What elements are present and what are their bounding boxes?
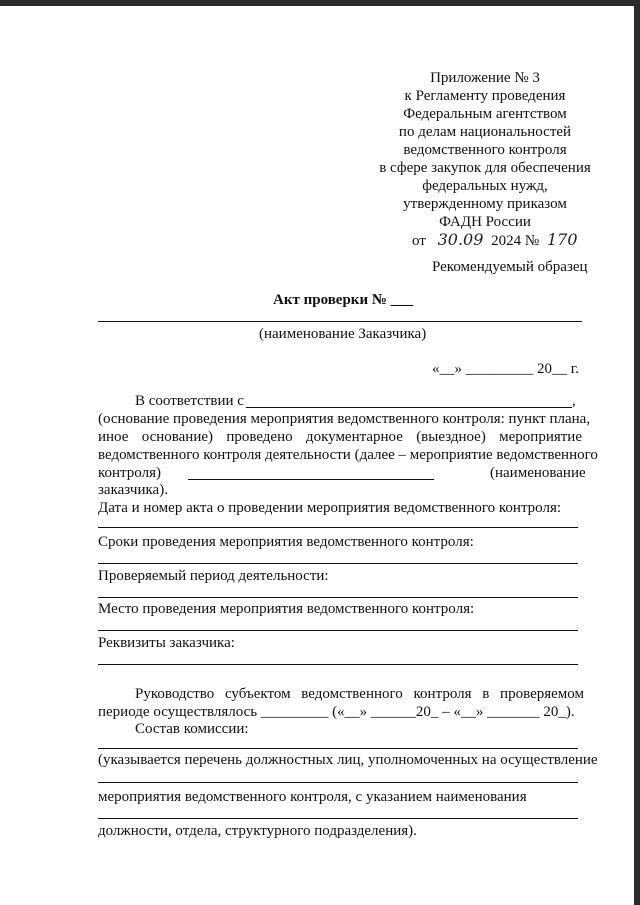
appendix-line: утвержденному приказом — [403, 196, 567, 212]
appendix-line: в сфере закупок для обеспечения — [379, 160, 591, 176]
field-audit-period-line — [98, 597, 578, 598]
date-prefix: от — [412, 233, 426, 249]
basis-line — [246, 407, 572, 408]
paragraph-line: (основание проведения мероприятия ведомственного контроля: пункт плана, — [98, 411, 591, 427]
handwritten-order-number: 170 — [546, 230, 578, 249]
intro-suffix: , — [572, 393, 576, 409]
paragraph-line: ведомственного контроля деятельности (далее – мероприятие ведомственного — [98, 447, 598, 463]
appendix-line: к Регламенту проведения — [404, 88, 566, 104]
commission-line-3 — [98, 818, 578, 819]
appendix-line: по делам национальностей — [398, 124, 572, 140]
field-control-place: Место проведения мероприятия ведомственного контроля: — [98, 601, 475, 617]
commission-label: Состав комиссии: — [135, 721, 249, 737]
field-act-date-number-line — [98, 527, 578, 528]
field-control-terms: Сроки проведения мероприятия ведомственного контроля: — [98, 534, 474, 550]
commission-note: (указывается перечень должностных лиц, уполномоченных на осуществление — [98, 752, 598, 768]
commission-note: должности, отдела, структурного подразделения). — [98, 823, 417, 839]
appendix-line: ФАДН России — [439, 214, 531, 230]
appendix-line: Федеральным агентством — [403, 106, 567, 122]
page-edge-top — [0, 0, 640, 6]
appendix-line: Приложение № 3 — [430, 70, 540, 86]
commission-line-2 — [98, 782, 578, 783]
paragraph-line: иное основание) проведено документарное (выездное) мероприятие — [98, 429, 582, 445]
paragraph-line: заказчика). — [98, 482, 168, 498]
handwritten-date: 30.09 — [437, 230, 484, 249]
appendix-line: федеральных нужд, — [422, 178, 548, 194]
leadership-line: периоде осуществлялось _________ («__» ______20_ – «__» _______ 20_). — [98, 704, 575, 720]
act-title: Акт проверки № ___ — [273, 292, 414, 308]
order-date-line — [412, 223, 578, 249]
leadership-line: Руководство субъектом ведомственного контроля в проверяемом — [135, 686, 584, 702]
field-control-place-line — [98, 630, 578, 631]
recommended-sample-label: Рекомендуемый образец — [432, 259, 588, 275]
field-customer-details: Реквизиты заказчика: — [98, 635, 235, 651]
paragraph-line: контроля) — [98, 465, 161, 481]
act-date-template: «__» _________ 20__ г. — [432, 361, 579, 377]
customer-name-line — [98, 321, 582, 322]
commission-line-1 — [98, 748, 578, 749]
date-year-number: 2024 № — [491, 233, 540, 249]
customer-inline-line — [188, 479, 434, 480]
field-audit-period: Проверяемый период деятельности: — [98, 568, 329, 584]
appendix-line: ведомственного контроля — [403, 142, 567, 158]
field-act-date-number: Дата и номер акта о проведении мероприятия ведомственного контроля: — [98, 500, 562, 516]
commission-note: мероприятия ведомственного контроля, с указанием наименования — [98, 789, 527, 805]
paragraph-line: (наименование — [490, 465, 586, 481]
intro-prefix: В соответствии с — [135, 393, 244, 409]
field-customer-details-line — [98, 664, 578, 665]
page-edge-right — [634, 0, 640, 905]
customer-name-caption: (наименование Заказчика) — [259, 326, 427, 342]
field-control-terms-line — [98, 563, 578, 564]
